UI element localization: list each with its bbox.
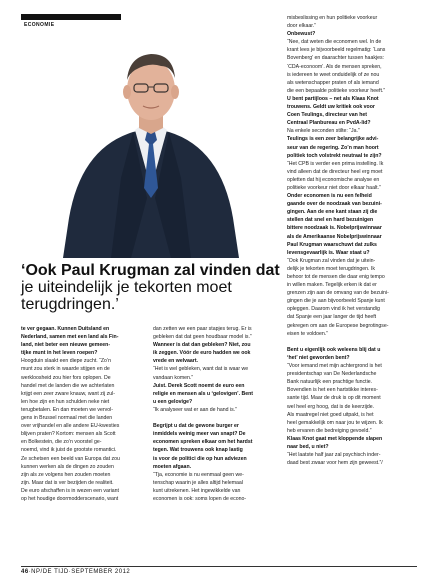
text-line: Juist. Derek Scott noemt de euro een xyxy=(153,382,245,389)
text-line xyxy=(153,414,277,422)
text-line: als de Amerikaanse Nobelprijswinnaar xyxy=(287,233,382,240)
text-line: tegen. Wat trouwens ook knap lastig xyxy=(153,447,243,454)
text-line: krant lees je bijvoorbeeld regelmatig: ‘Lans xyxy=(287,47,386,54)
section-label: ECONOMIE xyxy=(24,22,55,28)
portrait-illustration xyxy=(21,28,281,258)
text-line: sante tijd. Maar de druk is op dit moment xyxy=(287,395,381,402)
text-line: werkloosheid zou hier fors oplopen. De xyxy=(21,374,111,381)
text-line: gebleken dat dat geen houdbaar model is.” xyxy=(153,334,252,341)
text-column-middle xyxy=(153,325,277,562)
text-line: “Ook Krugman zal vinden dat je uitein- xyxy=(287,257,376,264)
text-line: krijgt een zeer zware knauw, want zij zul- xyxy=(21,390,115,397)
text-line: politiek toch volstrekt neutraal te zijn? xyxy=(287,152,382,159)
text-line: “Ik analyseer wat er aan de hand is.” xyxy=(153,406,237,413)
text-line: te ver gegaan. Kunnen Duitsland en xyxy=(21,326,110,332)
text-line: “Het laatste half jaar zal psychisch inder- xyxy=(287,452,381,459)
text-line: inmiddels weinig meer van snapt? De xyxy=(153,431,246,438)
text-line: gekregen om aan de Europese begrotingse- xyxy=(287,322,389,329)
text-line xyxy=(287,338,427,346)
text-line: Klaas Knot gaat met kloppende slapen xyxy=(287,435,383,442)
text-line: tenschap waarin je alles altijd helemaal xyxy=(153,479,243,486)
text-column-right xyxy=(287,14,427,562)
text-line: De euro afschaffen is in wezen een variant xyxy=(21,487,119,494)
text-line: trouwens. Geldt uw kritiek ook voor xyxy=(287,104,375,111)
text-line: opletten dat hij economische analyse en xyxy=(287,176,380,183)
text-line: heb ervaren die bedreiging gevoeld.” xyxy=(287,427,372,434)
text-line: wel heel erg hoog, dat is de keerzijde. xyxy=(287,403,375,410)
text-line: Teulings is een zeer belangrijke advi- xyxy=(287,136,379,143)
text-line: over vrijhandel en alle andere EU-kwesties xyxy=(21,423,120,430)
text-line: daad best zwaar voor hem zijn geweest.”/ xyxy=(287,460,383,467)
text-line: religie en mensen als u ‘gelovigen’. Bent xyxy=(153,390,254,397)
text-line: vandaan komen.” xyxy=(153,374,194,381)
text-line: ‘CDA-econoom’. Als de mensen spreken, xyxy=(287,63,382,70)
text-line: “Nee, dat weten die economen wel. In de xyxy=(287,39,382,46)
text-line: politieke voorkeur niet door elkaar haalt.” xyxy=(287,184,381,191)
text-line: Na enkele seconden stilte: “Ja.” xyxy=(287,128,360,135)
text-line: Onbewust? xyxy=(287,31,316,38)
page-footer xyxy=(21,569,130,575)
text-line: seur van de regering. Zo’n man hoort xyxy=(287,144,379,151)
text-line: vind alleen dat de directeur heel erg moet xyxy=(287,168,383,175)
footer-rule xyxy=(21,566,417,567)
text-line: dan zetten we een paar stapjes terug. Er is xyxy=(153,326,252,332)
pull-quote-regular: je uiteindelijk je tekorten moet terugdringen.’ xyxy=(21,279,232,313)
text-line: in willen maken. Tegelijk erken ik dat er xyxy=(287,282,377,289)
text-line: zijn. Maar dat is ver bezijden de realiteit. xyxy=(21,479,114,486)
footer-text: ·NP/DE TIJD·SEPTEMBER 2012 xyxy=(28,569,131,575)
text-line: Nederland, samen met een land als Fin- xyxy=(21,334,119,341)
text-column-left xyxy=(21,325,145,562)
text-line: opleggen. Daarom vind ik het verstandig xyxy=(287,306,380,313)
text-line: heel gemakkelijk om naar jou te wijzen. Ik xyxy=(287,419,383,426)
text-line: gingen. Aan de ene kant staan zij die xyxy=(287,209,378,216)
text-line: gingen die je aan bijvoorbeeld Spanje kunt xyxy=(287,298,385,305)
text-line: gens in Brussel normaal met die landen xyxy=(21,415,113,422)
text-line: gaande over de noodzaak van bezuini- xyxy=(287,201,382,208)
text-line: tijke munt in het leven roepen? xyxy=(21,350,98,357)
text-line: Onder economen is nu een felheid xyxy=(287,193,372,200)
text-line: vrede en welvaart. xyxy=(153,358,198,365)
text-line: en Bolkestein, die zo’n voorstel ge- xyxy=(21,439,102,446)
text-line: Begrijpt u dat de gewone burger er xyxy=(153,423,239,430)
text-line: die een bepaalde politieke voorkeur heeft.” xyxy=(287,87,386,94)
text-line: kunnen werken als de dingen zo zouden xyxy=(21,463,114,470)
text-line: misbeslissing en hun politieke voorkeur xyxy=(287,15,378,21)
text-line: economen is ook: soms lopen de econo- xyxy=(153,495,247,502)
text-line: len hoe zijn en hun schulden neke niet xyxy=(21,398,110,405)
text-line: “Tja, economie is nu eenmaal geen we- xyxy=(153,471,244,478)
text-line: zijn als ze volgens hen zouden moeten xyxy=(21,471,111,478)
text-line: kunt uitrekenen. Het ingewikkelde van xyxy=(153,487,241,494)
text-line: u een gelovige? xyxy=(153,398,193,405)
text-line: Paul Krugman waarschuwt dat zulks xyxy=(287,241,377,248)
text-line: terugbetalen. En dan moeten we vervol- xyxy=(21,406,113,413)
text-line: noemd, vind ik juist de grootste romantici. xyxy=(21,447,117,454)
text-line: dat Spanje een jaar langer de tijd heeft xyxy=(287,314,377,321)
text-line: presidentschap van De Nederlandsche xyxy=(287,371,377,378)
text-line: Hoogduin slaakt een diepe zucht. “Zo’n xyxy=(21,358,111,365)
text-line: op het houdige doormodderscenario, want xyxy=(21,495,119,502)
text-line: ik zeggen. Vóór de euro hadden we ook xyxy=(153,350,251,357)
text-line: Bovendien is het een hartstikke interes- xyxy=(287,387,378,394)
text-line: delijk je tekorten moet terugdringen. Ik xyxy=(287,265,375,272)
pull-quote-bold: ‘Ook Paul Krugman zal vinden dat xyxy=(21,262,280,279)
text-line: handel met de landen die we achterlaten xyxy=(21,382,115,389)
text-line: land, niet beter een nieuwe gemeen- xyxy=(21,342,111,349)
page-number: 46 xyxy=(21,569,29,575)
text-line: is voor de politici die op hun adviezen xyxy=(153,455,247,462)
text-line: naar bed, u niet? xyxy=(287,443,329,450)
text-line: Bank natuurlijk een prachtige functie. xyxy=(287,379,373,386)
text-line: economen spreken elkaar om het hardst xyxy=(153,439,253,446)
pull-quote xyxy=(21,262,283,313)
text-line: Centraal Planbureau en PvdA-lid? xyxy=(287,120,371,127)
text-line: grenzen zijn aan de omvang van de bezuini- xyxy=(287,290,389,297)
text-line: stellen dat snel en hard bezuinigen xyxy=(287,217,374,224)
text-line: eisen te voldoen.” xyxy=(287,330,328,337)
text-line: als wetenschapper praten of als iemand xyxy=(287,79,379,86)
text-line: blijven praten? Kortom: mensen als Scott xyxy=(21,431,116,438)
text-line: “Het is wel gebleken, want dat is waar we xyxy=(153,366,249,373)
portrait-photo xyxy=(21,28,281,258)
text-line: is iedereen te weet onduidelijk of ze nou xyxy=(287,71,380,78)
text-line: Coen Teulings, directeur van het xyxy=(287,112,368,119)
text-line: “Voor iemand met mijn achtergrond is het xyxy=(287,363,382,370)
text-line: Bent u eigenlijk ook weleens blij dat u xyxy=(287,346,381,353)
text-line: behoor tot de mensen die daar enig tempo xyxy=(287,274,385,280)
section-bar xyxy=(21,14,121,20)
text-line: “Het CPB is verder een prima instelling. Ik xyxy=(287,160,384,167)
text-line: levensgevaarlijk is. Waar staat u? xyxy=(287,249,370,256)
text-line: Wanneer is dat dan gebleken? Niet, zou xyxy=(153,342,251,349)
text-line: Ze schetsen een beeld van Europa dat zou xyxy=(21,455,120,462)
text-line: ‘het’ niet geworden bent? xyxy=(287,354,350,361)
text-line: munt zou sterk in waarde stijgen en de xyxy=(21,366,110,373)
text-line: moeten afgaan. xyxy=(153,463,192,470)
text-line: Bovenberg’ en daarachter tussen haakjes: xyxy=(287,55,384,62)
text-line: Als maatregel niet goed uitpakt, is het xyxy=(287,411,374,418)
text-line: bittere noodzaak is. Nobelprijswinnaar xyxy=(287,225,382,232)
text-line: door elkaar.” xyxy=(287,23,316,30)
text-line: U bent partijloos – net als Klaas Knot xyxy=(287,95,379,102)
